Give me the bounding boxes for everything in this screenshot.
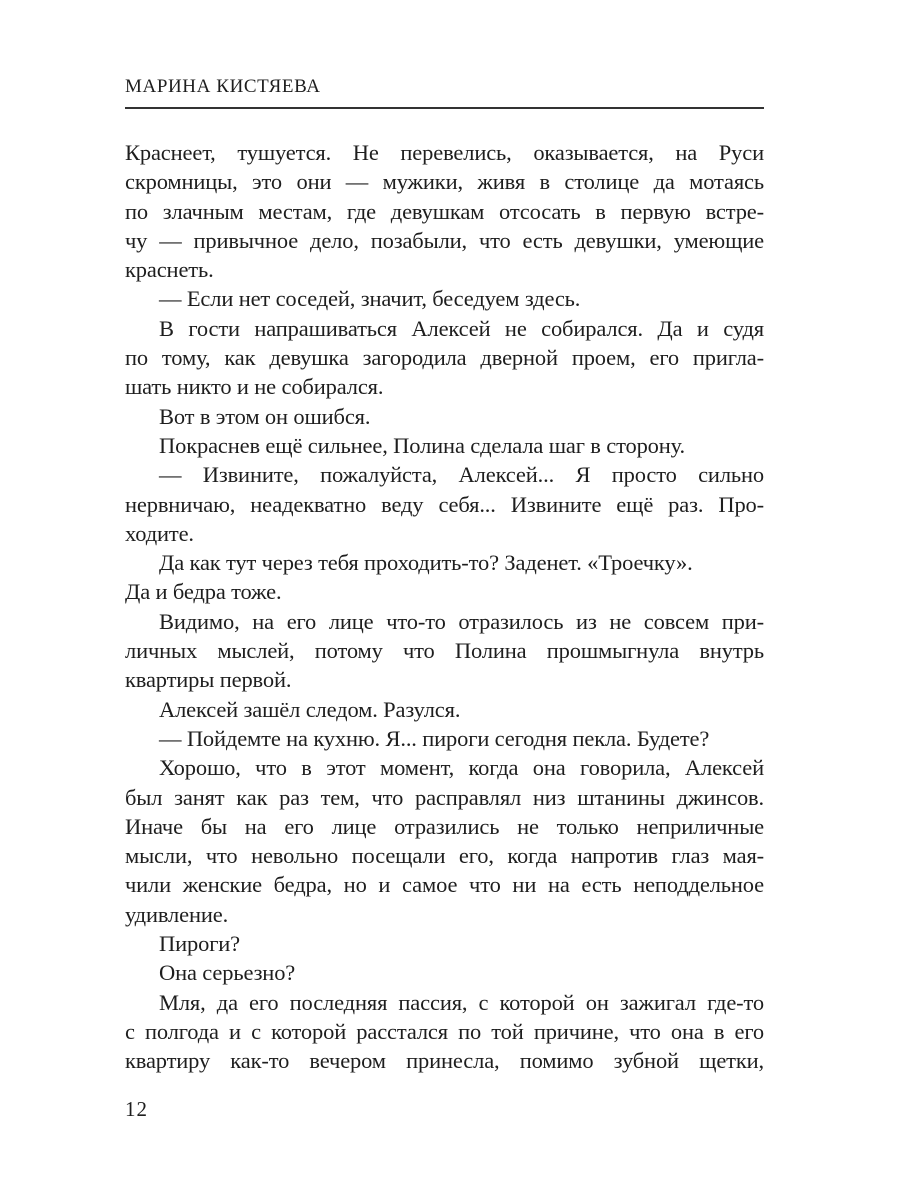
text-line: нервничаю, неадекватно веду себя... Извините ещё раз. Про- (125, 491, 764, 517)
text-line: с полгода и с которой расстался по той причине, что она в его (125, 1018, 764, 1044)
text-line: скромницы, это они — мужики, живя в столице да мотаясь (125, 169, 764, 195)
text-line: Вот в этом он ошибся. (159, 403, 371, 429)
text-line: Иначе бы на его лице отразились не только неприличные (125, 813, 764, 839)
text-line: Пироги? (159, 931, 240, 957)
text-line: был занят как раз тем, что расправлял низ штанины джинсов. (125, 784, 764, 810)
text-line: чили женские бедра, но и самое что ни на есть неподдельное (125, 872, 764, 898)
body-text (125, 138, 764, 1076)
text-line: квартиру как-то вечером принесла, помимо зубной щетки, (125, 1048, 764, 1074)
text-line: — Пойдемте на кухню. Я... пироги сегодня пекла. Будете? (159, 725, 710, 751)
text-line: Она серьезно? (159, 960, 296, 986)
text-line: Да и бедра тоже. (125, 579, 282, 605)
text-line: личных мыслей, потому что Полина прошмыгнула внутрь (125, 638, 764, 664)
text-line: В гости напрашиваться Алексей не собирался. Да и судя (159, 315, 764, 341)
page-number: 12 (125, 1097, 148, 1121)
text-line: квартиры первой. (125, 667, 292, 693)
text-line: удивление. (125, 901, 229, 927)
text-line: — Извините, пожалуйста, Алексей... Я просто сильно (159, 462, 764, 488)
text-line: чу — привычное дело, позабыли, что есть девушки, умеющие (125, 227, 764, 253)
text-line: краснеть. (125, 257, 214, 283)
running-header: МАРИНА КИСТЯЕВА (125, 76, 321, 97)
text-line: по тому, как девушка загородила дверной проем, его пригла- (125, 345, 764, 371)
text-line: мысли, что невольно посещали его, когда напротив глаз мая- (125, 843, 764, 869)
text-line: по злачным местам, где девушкам отсосать в первую встре- (125, 198, 764, 224)
text-line: шать никто и не собирался. (125, 374, 384, 400)
text-line: ходите. (125, 520, 194, 546)
text-line: Да как тут через тебя проходить-то? Заденет. «Троечку». (159, 550, 693, 576)
text-line: Хорошо, что в этот момент, когда она говорила, Алексей (159, 755, 764, 781)
text-line: Алексей зашёл следом. Разулся. (159, 696, 461, 722)
text-line: Видимо, на его лице что-то отразилось из не совсем при- (159, 608, 764, 634)
text-line: Краснеет, тушуется. Не перевелись, оказывается, на Руси (125, 140, 764, 165)
text-line: Мля, да его последняя пассия, с которой он зажигал где-то (159, 989, 764, 1015)
header-rule (125, 107, 764, 109)
text-line: — Если нет соседей, значит, беседуем здесь. (159, 286, 581, 312)
text-line: Покраснев ещё сильнее, Полина сделала шаг в сторону. (159, 432, 685, 458)
